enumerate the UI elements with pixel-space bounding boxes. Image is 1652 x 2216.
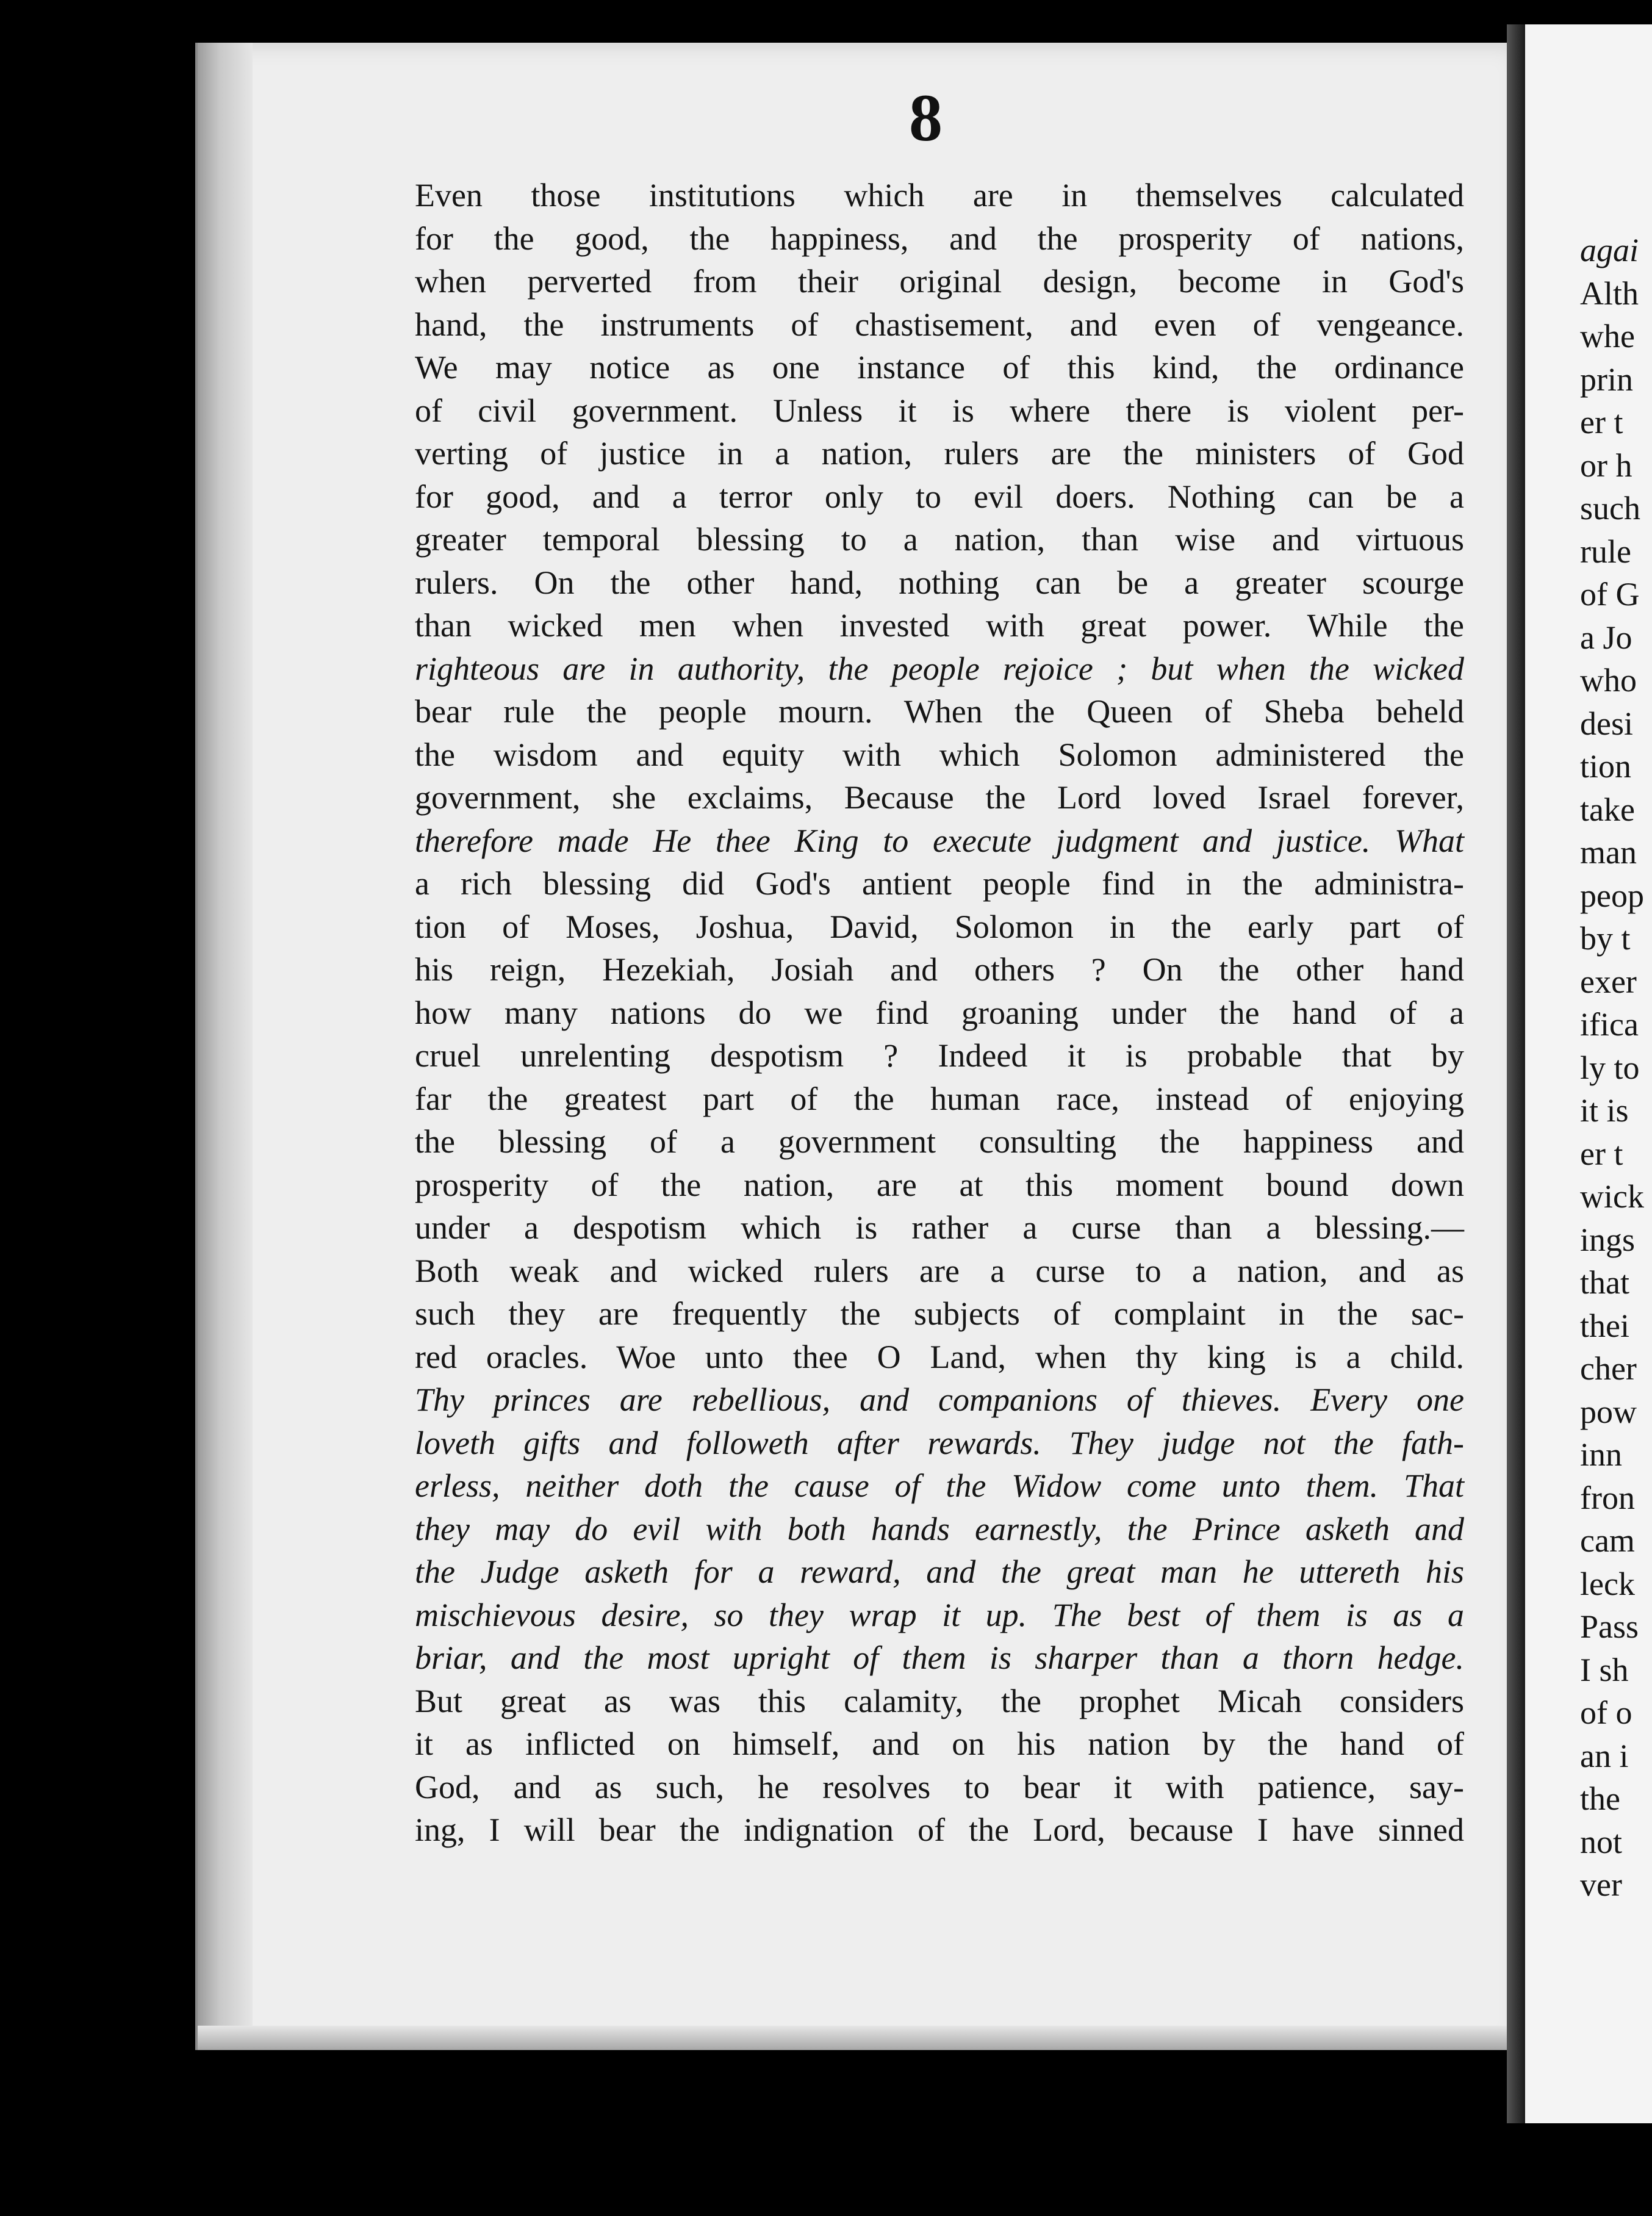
fragment-line: by t <box>1580 920 1631 957</box>
text-line: bear rule the people mourn. When the Queen of Sheba beheld <box>415 693 1464 730</box>
text-line: We may notice as one instance of this kind, the ordinance <box>415 349 1464 386</box>
text-line: red oracles. Woe unto thee O Land, when thy king is a child. <box>415 1338 1464 1375</box>
fragment-line: such <box>1580 490 1640 527</box>
text-line: prosperity of the nation, are at this moment bound down <box>415 1166 1464 1203</box>
text-line: cruel unrelenting despotism ? Indeed it is probable that by <box>415 1037 1464 1074</box>
text-line: the blessing of a government consulting the happiness and <box>415 1123 1464 1160</box>
fragment-line: Alth <box>1580 275 1639 312</box>
text-line: loveth gifts and followeth after rewards. They judge not the fath- <box>415 1424 1464 1461</box>
text-line: tion of Moses, Joshua, David, Solomon in the early part of <box>415 908 1464 945</box>
fragment-line: man <box>1580 834 1637 871</box>
fragment-line: ifica <box>1580 1006 1639 1043</box>
fragment-line: who <box>1580 662 1637 699</box>
text-line: government, she exclaims, Because the Lord loved Israel forever, <box>415 779 1464 816</box>
text-line: erless, neither doth the cause of the Widow come unto them. That <box>415 1467 1464 1504</box>
fragment-line: not <box>1580 1823 1623 1860</box>
page-number: 8 <box>909 81 943 155</box>
text-line: the wisdom and equity with which Solomon administered the <box>415 736 1464 773</box>
text-line: for good, and a terror only to evil doers. Nothing can be a <box>415 478 1464 515</box>
fragment-line: cam <box>1580 1522 1635 1559</box>
text-line: they may do evil with both hands earnestly, the Prince asketh and <box>415 1510 1464 1547</box>
text-line: it as inflicted on himself, and on his nation by the hand of <box>415 1725 1464 1762</box>
fragment-line: or h <box>1580 447 1632 484</box>
text-line: But great as was this calamity, the prophet Micah considers <box>415 1682 1464 1719</box>
text-line: therefore made He thee King to execute judgment and justice. What <box>415 822 1464 859</box>
text-line: verting of justice in a nation, rulers are the ministers of God <box>415 435 1464 472</box>
fragment-line: tion <box>1580 748 1632 785</box>
book-spine <box>1507 24 1525 2123</box>
fragment-line: thei <box>1580 1307 1629 1344</box>
fragment-line: ver <box>1580 1866 1622 1903</box>
text-line: Both weak and wicked rulers are a curse to a nation, and as <box>415 1252 1464 1289</box>
text-line: Thy princes are rebellious, and companions of thieves. Every one <box>415 1381 1464 1418</box>
right-page-text-block <box>1580 229 1644 1907</box>
fragment-line: ly to <box>1580 1049 1640 1086</box>
text-line: such they are frequently the subjects of complaint in the sac- <box>415 1295 1464 1332</box>
page-gutter-shadow <box>198 43 253 2050</box>
page-bottom-edge <box>198 2026 1521 2050</box>
fragment-line: er t <box>1580 1135 1623 1172</box>
fragment-line: of o <box>1580 1694 1632 1731</box>
fragment-line: I sh <box>1580 1651 1629 1688</box>
right-page-fragment <box>1525 24 1652 2123</box>
fragment-line: cher <box>1580 1350 1637 1387</box>
fragment-line: inn <box>1580 1436 1623 1473</box>
fragment-line: wick <box>1580 1178 1644 1215</box>
fragment-line: fron <box>1580 1479 1635 1516</box>
text-line: hand, the instruments of chastisement, and even of vengeance. <box>415 306 1464 343</box>
fragment-line: er t <box>1580 404 1623 441</box>
text-line: the Judge asketh for a reward, and the great man he uttereth his <box>415 1553 1464 1590</box>
text-line: when perverted from their original design, become in God's <box>415 263 1464 300</box>
text-line: mischievous desire, so they wrap it up. The best of them is as a <box>415 1596 1464 1633</box>
fragment-line: take <box>1580 791 1635 828</box>
fragment-line: agai <box>1580 232 1639 268</box>
fragment-line: peop <box>1580 877 1644 914</box>
text-line: briar, and the most upright of them is sharper than a thorn hedge. <box>415 1639 1464 1676</box>
text-line: righteous are in authority, the people rejoice ; but when the wicked <box>415 650 1464 687</box>
text-line: a rich blessing did God's antient people find in the administra- <box>415 865 1464 902</box>
text-line: how many nations do we find groaning under the hand of a <box>415 994 1464 1031</box>
text-line: under a despotism which is rather a curse than a blessing.— <box>415 1209 1464 1246</box>
text-line: Even those institutions which are in themselves calculated <box>415 177 1464 214</box>
fragment-line: rule <box>1580 533 1631 570</box>
text-line: greater temporal blessing to a nation, than wise and virtuous <box>415 521 1464 558</box>
fragment-line: exer <box>1580 963 1637 1000</box>
fragment-line: Pass <box>1580 1608 1639 1645</box>
fragment-line: pow <box>1580 1393 1637 1430</box>
fragment-line: an i <box>1580 1737 1629 1774</box>
text-line: ing, I will bear the indignation of the Lord, because I have sinned <box>415 1811 1464 1848</box>
fragment-line: it is <box>1580 1092 1629 1129</box>
fragment-line: prin <box>1580 361 1633 398</box>
text-line: than wicked men when invested with great power. While the <box>415 607 1464 644</box>
left-page-text-block <box>415 174 1464 1852</box>
text-line: of civil government. Unless it is where there is violent per- <box>415 392 1464 429</box>
text-line: for the good, the happiness, and the prosperity of nations, <box>415 220 1464 257</box>
fragment-line: desi <box>1580 705 1633 742</box>
text-line: God, and as such, he resolves to bear it with patience, say- <box>415 1768 1464 1805</box>
fragment-line: the <box>1580 1780 1620 1817</box>
text-line: far the greatest part of the human race, instead of enjoying <box>415 1080 1464 1117</box>
text-line: rulers. On the other hand, nothing can be a greater scourge <box>415 564 1464 601</box>
fragment-line: ings <box>1580 1221 1636 1258</box>
fragment-line: leck <box>1580 1565 1635 1602</box>
fragment-line: that <box>1580 1264 1629 1301</box>
fragment-line: a Jo <box>1580 619 1632 656</box>
fragment-line: whe <box>1580 318 1635 354</box>
text-line: his reign, Hezekiah, Josiah and others ? On the other hand <box>415 951 1464 988</box>
fragment-line: of G <box>1580 576 1640 613</box>
